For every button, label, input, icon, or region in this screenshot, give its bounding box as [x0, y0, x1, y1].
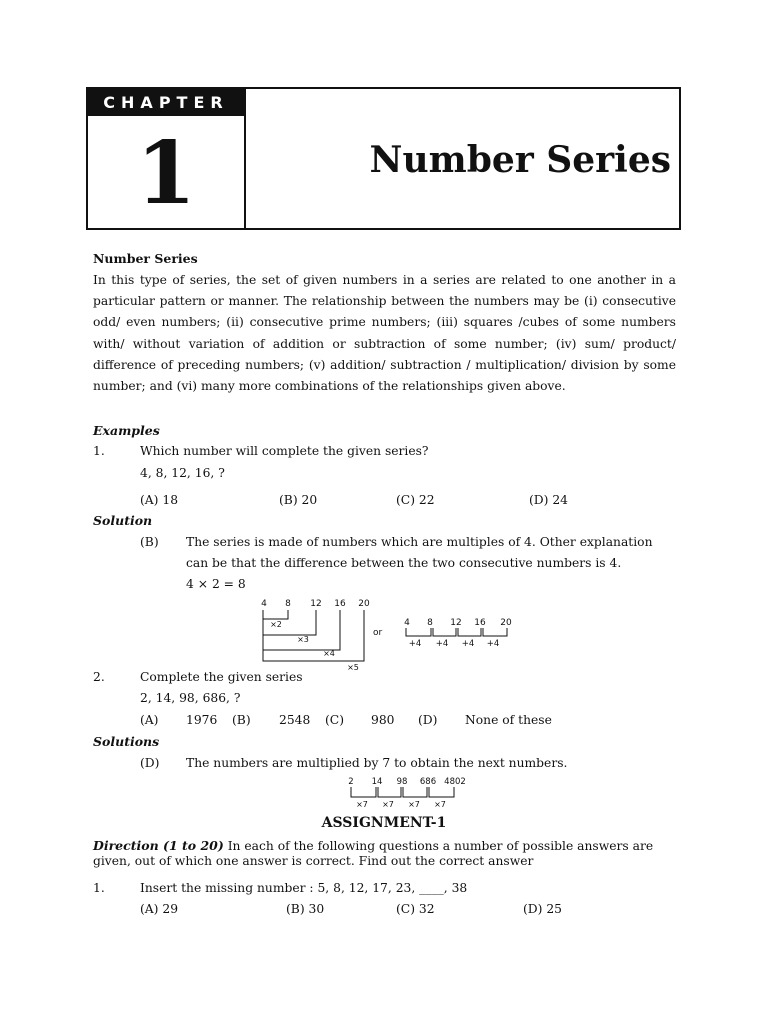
solution-answer: (B) — [140, 535, 159, 549]
option-c-value: 980 — [371, 713, 395, 727]
bracket-label: ×4 — [323, 649, 335, 658]
bracket-label: ×7 — [382, 800, 394, 809]
bracket-label: ×3 — [297, 635, 309, 644]
diagram-number: 686 — [419, 777, 437, 787]
solution-line: can be that the difference between the two consecutive numbers is 4. — [186, 556, 622, 570]
question-text: Complete the given series — [140, 670, 303, 684]
option-b-label: (B) — [232, 713, 251, 727]
solution-heading: Solutions — [93, 734, 160, 749]
question-series: 2, 14, 98, 686, ? — [140, 691, 241, 705]
direction-line: given, out of which one answer is correct. Find out the correct answer — [93, 854, 534, 868]
question-series: 4, 8, 12, 16, ? — [140, 466, 225, 480]
bracket-label: +4 — [435, 639, 449, 649]
diagram-number: 4 — [261, 599, 267, 609]
chapter-number-panel — [88, 89, 246, 228]
diagram-number: 12 — [450, 618, 462, 628]
solution-line: 4 × 2 = 8 — [186, 577, 246, 591]
bracket — [433, 628, 456, 636]
diagram-number: 12 — [310, 599, 322, 609]
difference-diagram — [395, 614, 520, 650]
bracket — [263, 610, 288, 619]
bracket — [483, 628, 507, 636]
bracket-label: +4 — [461, 639, 475, 649]
option-b-value: 2548 — [279, 713, 311, 727]
question-text: Which number will complete the given series? — [140, 444, 429, 458]
intro-paragraph: In this type of series, the set of given numbers in a series are related to one another in a particular pattern or manner. The relationship between the numbers may be (i) consecutive odd/ even numbers; (ii) consecutive prime numbers; (iii) squares /cubes of some numbers with/ without variation of addition or subtraction of some number; (iv) sum/ product/ difference of preceding numbers; (v) addition/ subtraction / multiplication/ division by some number; and (vi) many more combinations of the relationships given above. — [93, 273, 676, 394]
bracket — [403, 787, 427, 797]
question-text: Insert the missing number : 5, 8, 12, 17, 23, ____, 38 — [140, 881, 468, 895]
bracket — [378, 787, 401, 797]
question-number: 1. — [93, 444, 105, 458]
bracket-label: ×7 — [356, 800, 368, 809]
diagram-number: 20 — [358, 599, 370, 609]
option-a: (A) 18 — [140, 493, 179, 507]
diagram-number: 4802 — [444, 777, 466, 787]
option-c: (C) 22 — [396, 493, 435, 507]
solution-line: The series is made of numbers which are multiples of 4. Other explanation — [186, 535, 653, 549]
option-d: (D) 25 — [523, 902, 563, 916]
option-b: (B) 30 — [286, 902, 325, 916]
option-a-value: 1976 — [186, 713, 218, 727]
solution-heading: Solution — [93, 513, 153, 528]
option-c: (C) 32 — [396, 902, 435, 916]
option-a: (A) 29 — [140, 902, 179, 916]
bracket — [458, 628, 481, 636]
examples-heading: Examples — [93, 423, 160, 438]
diagram-number: 16 — [474, 618, 486, 628]
diagram-number: 2 — [348, 777, 354, 787]
multiples-diagram — [250, 595, 383, 673]
assignment-title: ASSIGNMENT-1 — [321, 815, 447, 831]
option-d: (D) 24 — [529, 493, 569, 507]
diagram-number: 8 — [427, 618, 433, 628]
section-heading: Number Series — [93, 251, 198, 266]
diagram-number: 16 — [334, 599, 346, 609]
bracket-label: ×5 — [347, 663, 359, 672]
solution-answer: (D) — [140, 756, 160, 770]
chapter-title: Number Series — [369, 139, 671, 181]
multiply-seven-diagram — [340, 774, 470, 810]
chapter-header — [86, 87, 681, 230]
diagram-number: 14 — [371, 777, 383, 787]
option-c-label: (C) — [325, 713, 345, 727]
direction-line — [93, 838, 653, 853]
diagram-number: 8 — [285, 599, 291, 609]
bracket-label: ×7 — [408, 800, 420, 809]
bracket-label: +4 — [408, 639, 422, 649]
bracket — [406, 628, 431, 636]
question-number: 2. — [93, 670, 105, 684]
diagram-number: 4 — [404, 618, 410, 628]
direction-label: Direction (1 to 20) — [93, 838, 224, 853]
diagram-number: 20 — [500, 618, 512, 628]
bracket — [263, 610, 340, 650]
question-number: 1. — [93, 881, 105, 895]
bracket-label: ×7 — [434, 800, 446, 809]
diagram-number: 98 — [396, 777, 408, 787]
option-d-label: (D) — [418, 713, 438, 727]
bracket — [429, 787, 454, 797]
bracket — [351, 787, 376, 797]
option-d-value: None of these — [465, 713, 552, 727]
solution-line: The numbers are multiplied by 7 to obtain the next numbers. — [186, 756, 568, 770]
bracket-label: +4 — [486, 639, 500, 649]
or-text: or — [373, 628, 383, 638]
option-b: (B) 20 — [279, 493, 318, 507]
direction-text: In each of the following questions a number of possible answers are — [223, 839, 654, 853]
option-a-label: (A) — [140, 713, 159, 727]
chapter-number: 1 — [136, 123, 196, 224]
chapter-label: CHAPTER — [88, 89, 244, 116]
bracket-label: ×2 — [270, 620, 282, 629]
